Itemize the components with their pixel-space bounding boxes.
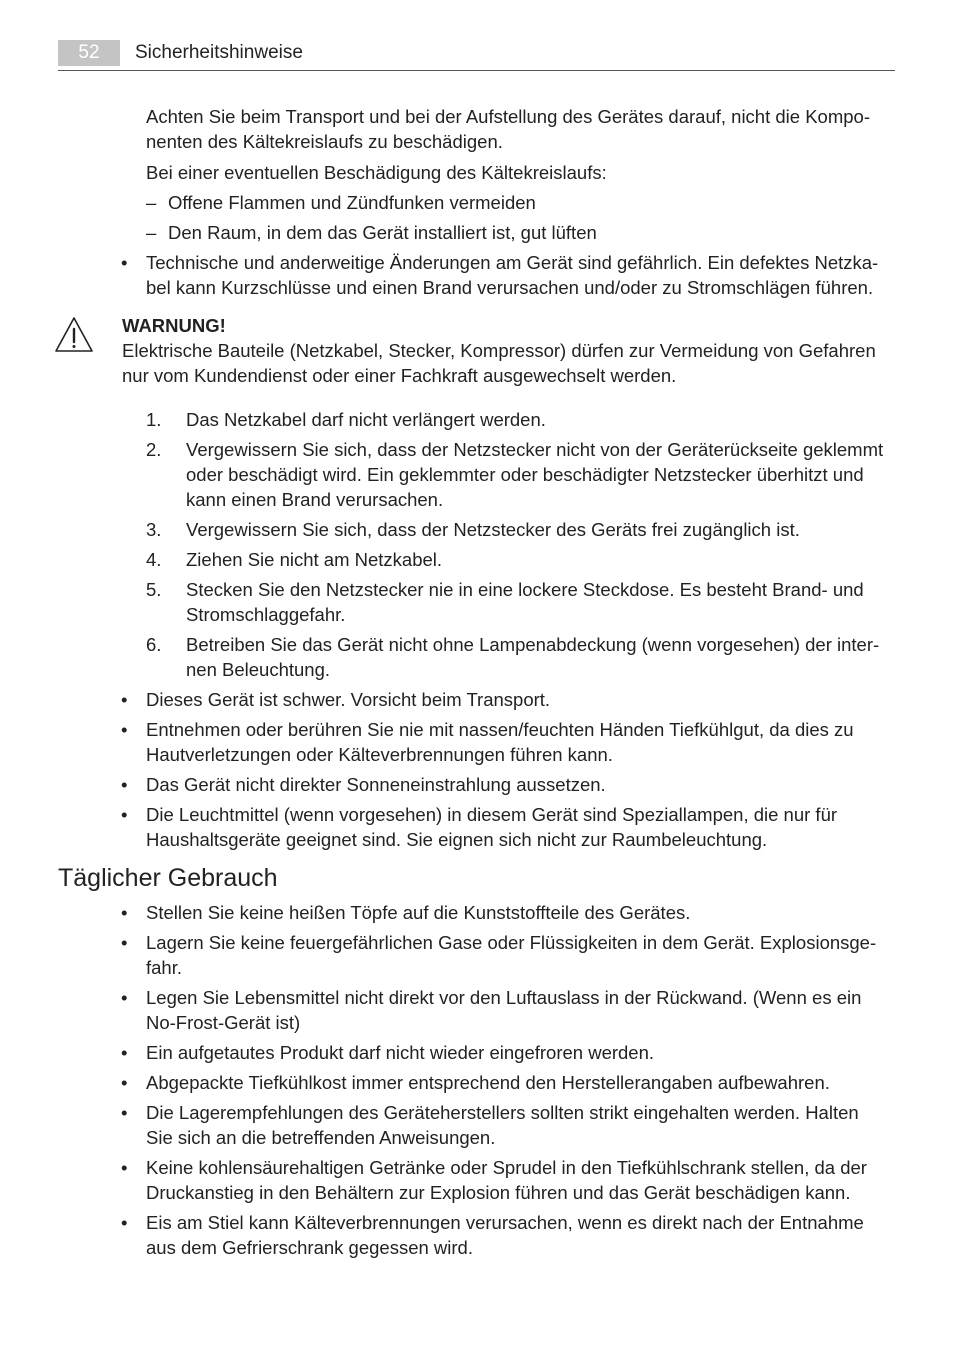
bullet-marker: • [121,252,128,273]
bullet-marker: • [121,1102,128,1123]
numbered-item-text: Betreiben Sie das Gerät nicht ohne Lampenabdeckung (wenn vorgesehen) der inter- [186,634,880,655]
warning-text: nur vom Kundendienst oder einer Fachkraft ausgewechselt werden. [122,365,677,386]
numbered-item-text: Ziehen Sie nicht am Netzkabel. [186,549,443,570]
bullet-text: fahr. [146,957,182,978]
bullet-text: Druckanstieg in den Behältern zur Explosion führen und das Gerät beschädigen kann. [146,1182,851,1203]
numbered-item-text: oder beschädigt wird. Ein geklemmter oder beschädigter Netzstecker überhitzt und [186,464,864,485]
bullet-text: Keine kohlensäurehaltigen Getränke oder Sprudel in den Tiefkühlschrank stellen, da der [146,1157,867,1178]
dash-marker: – [146,192,157,213]
section-title: Sicherheitshinweise [135,42,303,63]
numbered-item-text: Stromschlaggefahr. [186,604,346,625]
numbered-item-text: Das Netzkabel darf nicht verlängert werden. [186,409,546,430]
bullet-marker: • [121,1072,128,1093]
intro-paragraph-line: nenten des Kältekreislaufs zu beschädigen. [146,131,503,152]
bullet-marker: • [121,1042,128,1063]
bullet-text: Die Lagerempfehlungen des Geräteherstellers sollten strikt eingehalten werden. Halten [146,1102,859,1123]
bullet-text: Stellen Sie keine heißen Töpfe auf die Kunststoffteile des Gerätes. [146,902,691,923]
warning-triangle-icon [54,316,94,354]
page-header [58,40,895,71]
bullet-text: Legen Sie Lebensmittel nicht direkt vor den Luftauslass in der Rückwand. (Wenn es ein [146,987,862,1008]
bullet-text: Haushaltsgeräte geeignet sind. Sie eignen sich nicht zur Raumbeleuchtung. [146,829,768,850]
bullet-marker: • [121,1212,128,1233]
list-number: 2. [146,439,162,460]
numbered-item-text: Stecken Sie den Netzstecker nie in eine lockere Steckdose. Es besteht Brand- und [186,579,864,600]
list-number: 5. [146,579,162,600]
bullet-text: Entnehmen oder berühren Sie nie mit nassen/feuchten Händen Tiefkühlgut, da dies zu [146,719,854,740]
dash-marker: – [146,222,157,243]
numbered-item-text: kann einen Brand verursachen. [186,489,444,510]
list-number: 4. [146,549,162,570]
bullet-text: Hautverletzungen oder Kälteverbrennungen führen kann. [146,744,613,765]
warning-text: Elektrische Bauteile (Netzkabel, Stecker, Kompressor) dürfen zur Vermeidung von Gefahren [122,340,876,361]
list-number: 6. [146,634,162,655]
bullet-text: Lagern Sie keine feuergefährlichen Gase oder Flüssigkeiten in dem Gerät. Explosionsge- [146,932,877,953]
bullet-marker: • [121,902,128,923]
list-number: 1. [146,409,162,430]
bullet-marker: • [121,987,128,1008]
bullet-text: Die Leuchtmittel (wenn vorgesehen) in diesem Gerät sind Speziallampen, die nur für [146,804,838,825]
list-number: 3. [146,519,162,540]
dash-item: Den Raum, in dem das Gerät installiert ist, gut lüften [168,222,597,243]
bullet-text: Ein aufgetautes Produkt darf nicht wieder eingefroren werden. [146,1042,655,1063]
bullet-text: Dieses Gerät ist schwer. Vorsicht beim Transport. [146,689,551,710]
numbered-item-text: Vergewissern Sie sich, dass der Netzstecker nicht von der Geräterückseite geklemmt [186,439,884,460]
numbered-item-text: Vergewissern Sie sich, dass der Netzstecker des Geräts frei zugänglich ist. [186,519,800,540]
bullet-text: Sie sich an die betreffenden Anweisungen. [146,1127,496,1148]
bullet-text: bel kann Kurzschlüsse und einen Brand verursachen und/oder zu Stromschlägen führen. [146,277,874,298]
bullet-marker: • [121,774,128,795]
section-heading: Täglicher Gebrauch [58,864,278,892]
numbered-item-text: nen Beleuchtung. [186,659,331,680]
bullet-text: Abgepackte Tiefkühlkost immer entsprechend den Herstellerangaben aufbewahren. [146,1072,830,1093]
bullet-marker: • [121,804,128,825]
bullet-marker: • [121,719,128,740]
bullet-text: aus dem Gefrierschrank gegessen wird. [146,1237,473,1258]
bullet-marker: • [121,932,128,953]
warning-title: WARNUNG! [122,315,226,336]
intro-paragraph-line: Achten Sie beim Transport und bei der Aufstellung des Gerätes darauf, nicht die Kompo- [146,106,870,127]
intro-paragraph: Bei einer eventuellen Beschädigung des Kältekreislaufs: [146,162,607,183]
bullet-text: Eis am Stiel kann Kälteverbrennungen verursachen, wenn es direkt nach der Entnahme [146,1212,864,1233]
bullet-marker: • [121,1157,128,1178]
bullet-marker: • [121,689,128,710]
dash-item: Offene Flammen und Zündfunken vermeiden [168,192,536,213]
bullet-text: No-Frost-Gerät ist) [146,1012,301,1033]
page-number: 52 [58,40,120,66]
bullet-text: Technische und anderweitige Änderungen am Gerät sind gefährlich. Ein defektes Netzka- [146,252,879,273]
bullet-text: Das Gerät nicht direkter Sonneneinstrahlung aussetzen. [146,774,606,795]
